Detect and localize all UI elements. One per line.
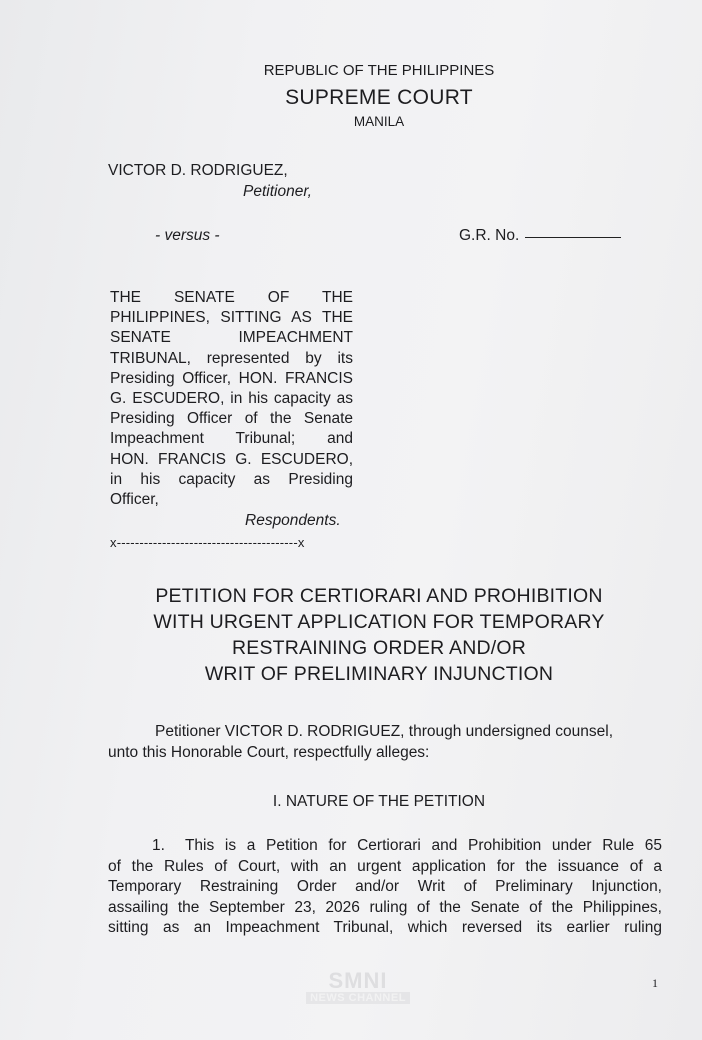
petition-title-line: WITH URGENT APPLICATION FOR TEMPORARY	[153, 611, 605, 633]
section-heading: I. NATURE OF THE PETITION	[272, 793, 486, 810]
respondent-line: Impeachment Tribunal; and	[110, 430, 353, 448]
petitioner-role: Petitioner,	[243, 183, 312, 200]
respondent-line: Presiding Officer of the Senate	[110, 410, 353, 428]
paragraph-first-line-text: This is a Petition for Certiorari and Prohibition under Rule 65	[184, 837, 662, 854]
intro-line: Petitioner VICTOR D. RODRIGUEZ, through undersigned counsel,	[155, 723, 614, 740]
petition-title-line: RESTRAINING ORDER AND/OR	[231, 637, 527, 659]
respondent-line: Officer,	[110, 491, 159, 509]
versus-label: - versus -	[155, 227, 220, 244]
gr-number-label: G.R. No.	[459, 227, 520, 244]
respondent-line: G. ESCUDERO, in his capacity as	[110, 390, 353, 408]
watermark-logo	[306, 970, 410, 1004]
paragraph-line: sitting as an Impeachment Tribunal, which reversed its earlier ruling	[108, 919, 662, 936]
gr-number	[459, 227, 621, 245]
respondent-line: in his capacity as Presiding	[110, 470, 353, 488]
paragraph-line: Temporary Restraining Order and/or Writ of Preliminary Injunction,	[108, 878, 662, 895]
paragraph-line: of the Rules of Court, with an urgent application for the issuance of a	[108, 857, 662, 875]
respondent-line: Presiding Officer, HON. FRANCIS	[110, 369, 353, 387]
watermark-line: SMNI	[328, 968, 388, 993]
paragraph-1	[108, 836, 662, 939]
petition-title-line: PETITION FOR CERTIORARI AND PROHIBITION	[155, 585, 603, 607]
page-number: 1	[652, 976, 658, 990]
respondent-line: THE SENATE OF THE	[110, 289, 353, 306]
respondent-line: TRIBUNAL, represented by its	[110, 349, 353, 367]
respondent-line: HON. FRANCIS G. ESCUDERO,	[110, 450, 353, 468]
paragraph-line	[108, 836, 662, 857]
petitioner-name: VICTOR D. RODRIGUEZ,	[108, 162, 288, 179]
header-court: SUPREME COURT	[285, 86, 473, 109]
respondent-line: SENATE IMPEACHMENT	[110, 329, 353, 347]
respondents-block	[110, 288, 353, 510]
gr-number-blank	[525, 237, 621, 238]
caption-divider: x----------------------------------------x	[110, 535, 305, 550]
header-republic: REPUBLIC OF THE PHILIPPINES	[263, 62, 495, 79]
respondent-line: PHILIPPINES, SITTING AS THE	[110, 309, 353, 327]
intro-line: unto this Honorable Court, respectfully alleges:	[108, 744, 430, 761]
respondents-role: Respondents.	[245, 512, 341, 529]
paragraph-line: assailing the September 23, 2026 ruling of the Senate of the Philippines,	[108, 898, 662, 916]
petition-title-line: WRIT OF PRELIMINARY INJUNCTION	[204, 663, 554, 685]
watermark-line: NEWS CHANNEL	[306, 992, 410, 1004]
paragraph-number: 1.	[152, 837, 165, 854]
header-city: MANILA	[353, 114, 405, 129]
